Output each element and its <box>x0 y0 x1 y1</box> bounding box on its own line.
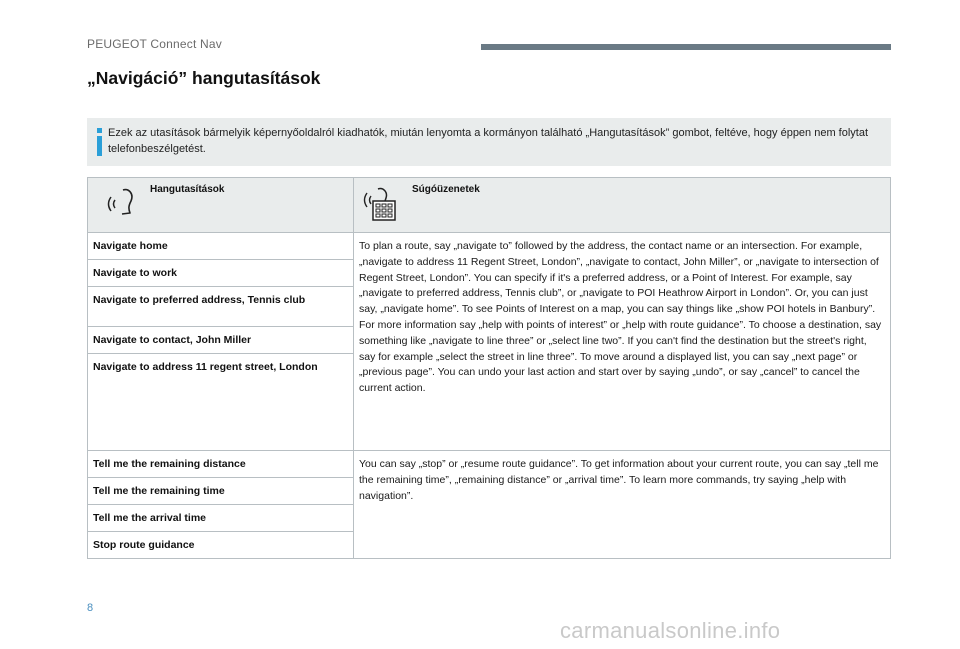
command-text: Navigate home <box>93 240 168 252</box>
info-icon <box>94 128 106 156</box>
command-row <box>88 532 353 559</box>
response-cell-route-info <box>354 451 890 559</box>
command-row <box>88 478 353 505</box>
info-note <box>87 118 891 166</box>
table-header-help <box>353 178 890 232</box>
command-row <box>88 505 353 532</box>
page-number: 8 <box>87 602 94 614</box>
page-title: „Navigáció” hangutasítások <box>87 68 321 88</box>
command-row <box>88 327 353 354</box>
info-note-text: Ezek az utasítások bármelyik képernyőoldalról kiadhatók, miután lenyomta a kormányon található „Hangutasítások” gombot, feltéve, hogy éppen nem folytat telefonbeszélgetést. <box>108 127 869 155</box>
command-text: Tell me the remaining distance <box>93 458 246 470</box>
command-row <box>88 260 353 287</box>
command-row <box>88 354 353 451</box>
voice-help-messages-icon <box>362 186 398 227</box>
command-text: Navigate to address 11 regent street, London <box>93 361 318 373</box>
command-text: Tell me the arrival time <box>93 512 207 524</box>
command-row <box>88 287 353 327</box>
voice-commands-table <box>87 177 891 559</box>
response-text: To plan a route, say „navigate to” followed by the address, the contact name or an intersection. For example, „navigate to address 11 Regent Street, London”, „navigate to contact, John Miller”, or „navigate to intersection of Regent Street, London”. You can specify if it's a preferred address, or a Point of Interest. For example, say „navigate to preferred address, Tennis club”, or „navigate to POI Heathrow Airport in London”. Or, you can just say, „navigate home”. To see Points of Interest on a map, you can say things like „show POI hotels in Banbury”. For more information say „help with points of interest” or „help with route guidance”. To choose a destination, say something like „navigate to line three” or „select line two”. If you can't find the destination but the street's right, say for example „select the street in line three”. To move around a displayed list, you can say „next page” or „previous page”. You can undo your last action and start over by saying „undo”, or say „cancel” to cancel the current action. <box>359 240 882 395</box>
table-header-commands-label: Hangutasítások <box>150 184 225 195</box>
table-header-row <box>88 178 890 233</box>
responses-column <box>353 233 890 559</box>
command-text: Tell me the remaining time <box>93 485 225 497</box>
table-header-help-label: Súgóüzenetek <box>412 184 480 195</box>
watermark: carmanualsonline.info <box>560 618 781 643</box>
voice-command-icon <box>103 186 137 223</box>
command-text: Stop route guidance <box>93 539 195 551</box>
header-brand: PEUGEOT Connect Nav <box>87 37 222 51</box>
command-row <box>88 451 353 478</box>
response-cell-navigation <box>354 233 890 451</box>
command-row <box>88 233 353 260</box>
command-text: Navigate to preferred address, Tennis club <box>93 294 306 306</box>
response-text: You can say „stop” or „resume route guidance”. To get information about your current route, you can say „tell me the remaining time”, „remaining distance” or „arrival time”. To learn more commands, try saying „help with navigation”. <box>359 458 879 502</box>
command-text: Navigate to work <box>93 267 178 279</box>
command-text: Navigate to contact, John Miller <box>93 334 252 346</box>
table-header-commands <box>88 178 353 232</box>
header-accent-bar <box>481 44 891 50</box>
